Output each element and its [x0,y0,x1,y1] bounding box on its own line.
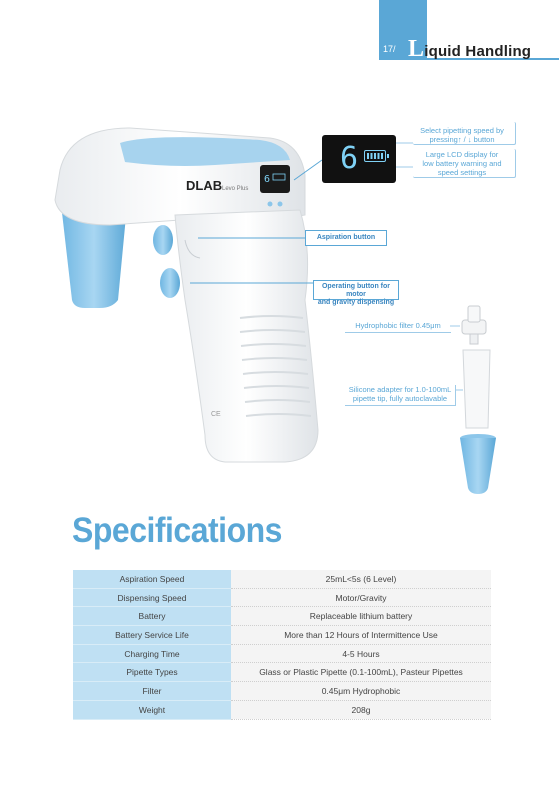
speed-note-line-2: pressing↑ / ↓ button [429,135,495,144]
operating-label-line-2: and gravity dispensing [317,299,395,306]
section-title-initial: L [408,36,425,62]
table-row [73,607,491,626]
table-row [73,626,491,645]
table-row [73,700,491,719]
lcd-note-line-1: Large LCD display for [425,150,499,159]
specifications-table [73,570,491,720]
brand-logo: DLAB [186,178,223,193]
model-name: Levo Plus [222,186,249,192]
aspiration-button [153,225,173,255]
section-title-rest: iquid Handling [424,43,532,60]
battery-icon [364,150,386,162]
operating-label-line-1: Operating button for motor [321,283,391,298]
specifications-heading: Specifications [72,510,282,550]
aspiration-button-label: Aspiration button [305,230,387,246]
operating-button-label [313,280,399,306]
filter-note: Hydrophobic filter 0.45μm [345,321,451,333]
ce-mark: CE [211,411,221,418]
adapter-note [345,385,456,406]
table-row [73,682,491,701]
spec-label: Aspiration Speed [73,570,231,588]
silicone-adapter [463,350,490,428]
spec-value: 25mL<5s (6 Level) [231,570,491,588]
spec-value: Motor/Gravity [231,588,491,607]
adapter-note-line-2: pipette tip, fully autoclavable [352,394,448,403]
spec-value: Replaceable lithium battery [231,607,491,626]
accessory-lines [396,143,463,390]
spec-label: Battery Service Life [73,626,231,645]
spec-label: Battery [73,607,231,626]
lcd-note [408,150,516,177]
hydrophobic-filter [462,306,486,344]
lcd-note-line-2: low battery warning and [422,159,502,168]
spec-label: Weight [73,700,231,719]
spec-label: Charging Time [73,644,231,663]
device-screen-digit: 6 [264,174,271,185]
spec-value: 0.45μm Hydrophobic [231,682,491,701]
table-row [73,644,491,663]
device-handle [175,210,318,462]
spec-value: Glass or Plastic Pipette (0.1-100mL), Pasteur Pipettes [231,663,491,682]
table-row [73,588,491,607]
head-blue-band [120,137,290,166]
speed-note-line-1: Select pipetting speed by [420,126,504,135]
table-row [73,570,491,588]
blue-nosepiece-accessory [460,434,496,494]
spec-label: Dispensing Speed [73,588,231,607]
spec-value: More than 12 Hours of Intermittence Use [231,626,491,645]
speed-note [408,126,516,144]
table-row [73,663,491,682]
page-number: 17/ [383,44,396,54]
spec-label: Pipette Types [73,663,231,682]
spec-label: Filter [73,682,231,701]
operating-button [160,268,180,298]
lcd-speed-digit: 6 [340,141,359,176]
adapter-note-line-1: Silicone adapter for 1.0-100mL [348,385,452,394]
spec-value: 4-5 Hours [231,644,491,663]
lcd-note-line-3: speed settings [437,168,487,177]
section-title [408,36,531,63]
spec-value: 208g [231,700,491,719]
